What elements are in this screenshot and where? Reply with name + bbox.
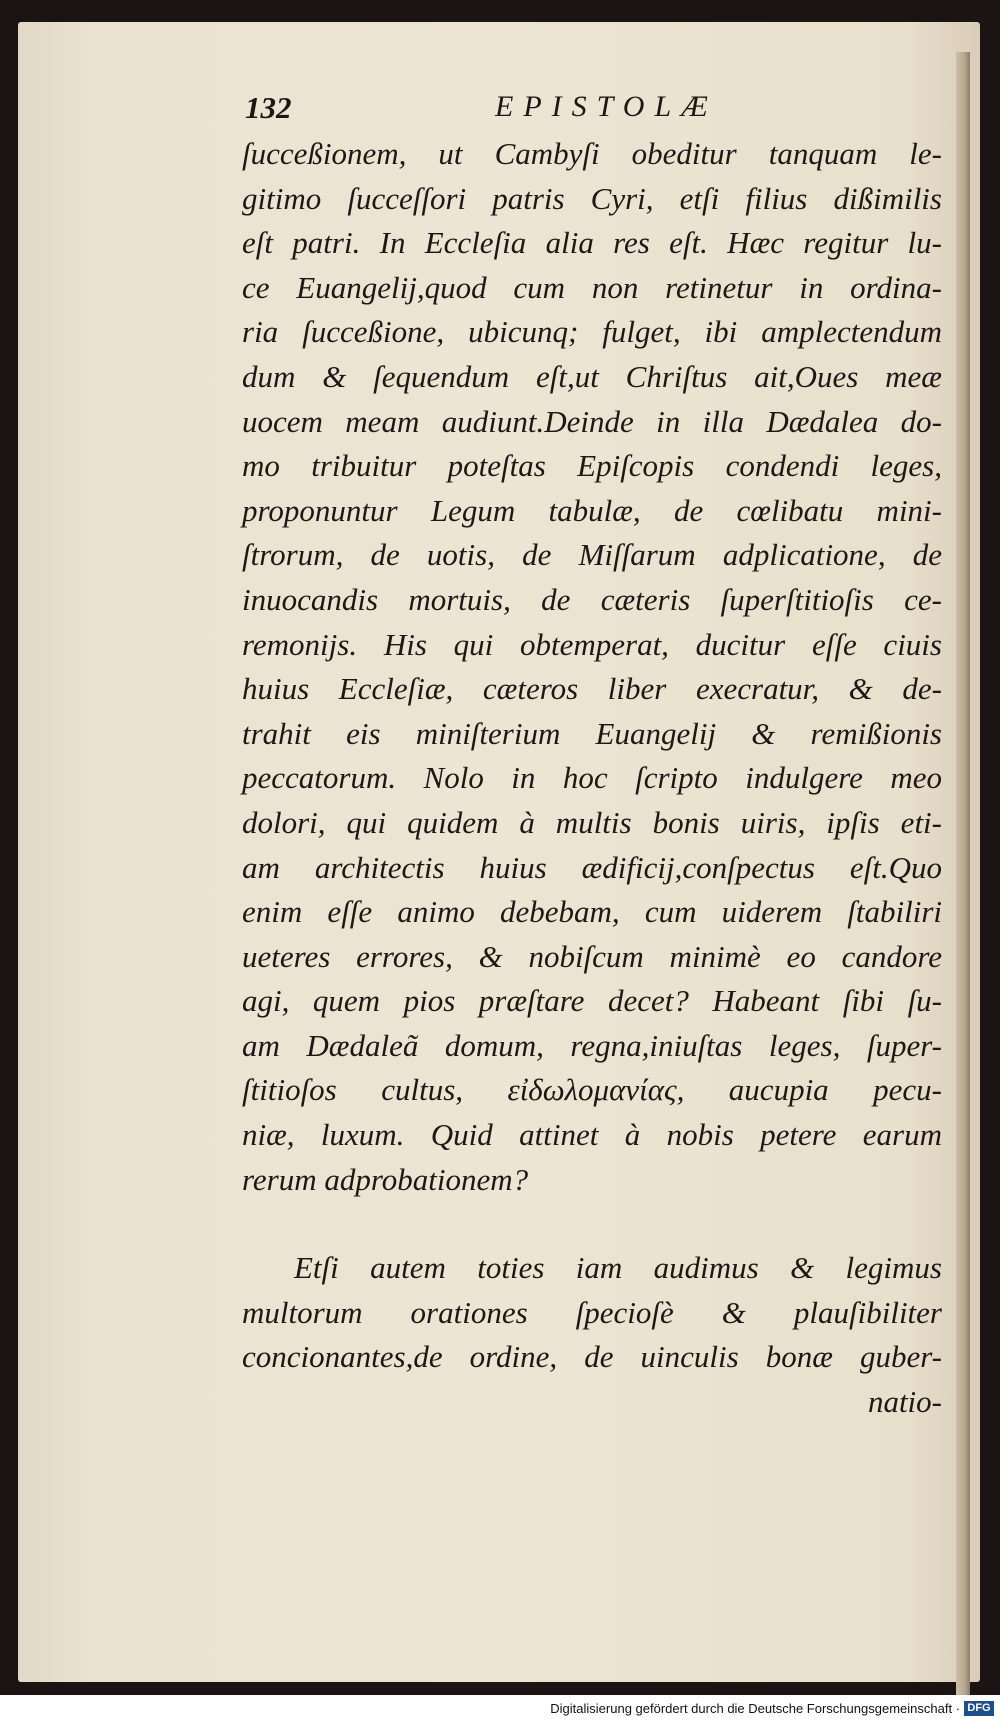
page-number: 132 bbox=[245, 90, 292, 125]
text-line: am architectis huius ædificij,conſpectus eſt.Quo bbox=[242, 849, 942, 885]
text-line: peccatorum. Nolo in hoc ſcripto indulgere meo bbox=[242, 760, 942, 796]
text-line: enim eſſe animo debebam, cum uiderem ſtabiliri bbox=[242, 894, 942, 930]
text-line: Etſi autem toties iam audimus & legimus bbox=[294, 1250, 942, 1286]
text-line: gitimo ſucceſſori patris Cyri, etſi filius dißimilis bbox=[242, 180, 942, 216]
text-line: multorum orationes ſpecioſè & plauſibiliter bbox=[242, 1294, 942, 1330]
text-line: ria ſucceßione, ubicunq; fulget, ibi amplectendum bbox=[242, 314, 942, 350]
text-line: dolori, qui quidem à multis bonis uiris, ipſis eti- bbox=[242, 804, 942, 840]
body-text bbox=[242, 132, 942, 1425]
text-line: am Dædaleã domum, regna,iniuſtas leges, ſuper- bbox=[242, 1027, 942, 1063]
text-line: inuocandis mortuis, de cæteris ſuperſtitioſis ce- bbox=[242, 581, 942, 617]
digitization-footer bbox=[0, 1695, 1000, 1721]
text-line: ſtitioſos cultus, εἰδωλομανίας, aucupia pecu- bbox=[242, 1072, 942, 1108]
text-line: niæ, luxum. Quid attinet à nobis petere earum bbox=[242, 1117, 942, 1153]
text-line: dum & ſequendum eſt,ut Chriſtus ait,Oues meæ bbox=[242, 358, 942, 394]
text-line: concionantes,de ordine, de uinculis bonæ guber- bbox=[242, 1339, 942, 1375]
text-line: ſtrorum, de uotis, de Miſſarum adplicatione, de bbox=[242, 537, 942, 573]
text-line: agi, quem pios præſtare decet? Habeant ſibi ſu- bbox=[242, 983, 942, 1019]
text-line: eſt patri. In Eccleſia alia res eſt. Hæc regitur lu- bbox=[242, 225, 942, 261]
catchword: natio- bbox=[867, 1384, 942, 1420]
text-line: uocem meam audiunt.Deinde in illa Dædalea do- bbox=[242, 403, 942, 439]
page-edge bbox=[956, 52, 970, 1702]
paragraph-gap bbox=[242, 1202, 942, 1246]
text-line: ſucceßionem, ut Cambyſi obeditur tanquam le- bbox=[242, 136, 942, 171]
text-line: huius Eccleſiæ, cæteros liber execratur, & de- bbox=[242, 671, 942, 707]
text-line: mo tribuitur poteſtas Epiſcopis condendi leges, bbox=[242, 448, 942, 484]
running-head bbox=[245, 90, 885, 130]
text-line: proponuntur Legum tabulæ, de cœlibatu mini- bbox=[242, 492, 942, 528]
text-line: trahit eis miniſterium Euangelij & remißionis bbox=[242, 715, 942, 751]
running-title: EPISTOLÆ bbox=[495, 90, 718, 123]
text-line: remonijs. His qui obtemperat, ducitur eſſe ciuis bbox=[242, 626, 942, 662]
text-line: ce Euangelij,quod cum non retinetur in ordina- bbox=[242, 269, 942, 305]
dfg-logo-icon: DFG bbox=[964, 1701, 994, 1716]
text-line: ueteres errores, & nobiſcum minimè eo candore bbox=[242, 938, 942, 974]
footer-credit: Digitalisierung gefördert durch die Deutsche Forschungsgemeinschaft · bbox=[550, 1701, 960, 1716]
text-line: rerum adprobationem? bbox=[242, 1161, 529, 1197]
